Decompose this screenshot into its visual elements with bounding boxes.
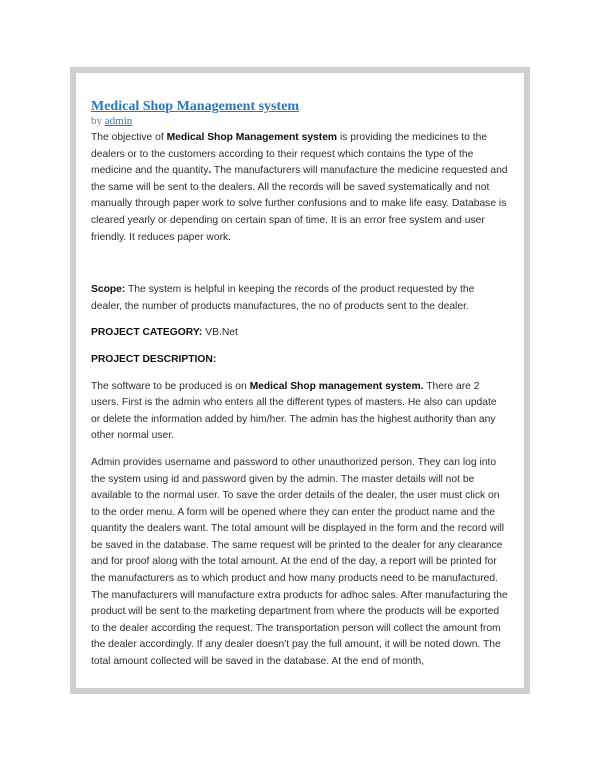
scope-paragraph (91, 282, 508, 315)
scope-text: The system is helpful in keeping the records of the product requested by the dealer, the number of products manufactures, the no of products sent to the dealer. (91, 284, 475, 312)
category-value: VB.Net (202, 327, 238, 339)
desc1-start: The software to be produced is on (91, 380, 250, 392)
intro-paragraph (91, 130, 508, 246)
desc1-end: There are 2 users. First is the admin who enters all the different types of masters. He also can update or delete the information added by him/her. The admin has the highest authority than any other normal user. (91, 380, 497, 442)
article-title[interactable]: Medical Shop Management system (91, 99, 300, 114)
description-heading (91, 352, 508, 369)
page-frame (70, 67, 530, 694)
byline-prefix: by (91, 115, 102, 127)
desc1-bold: Medical Shop management system. (249, 380, 424, 392)
intro-text-end: The manufacturers will manufacture the medicine requested and the same will be sent to the dealers. All the records will be saved systematically and not manually through paper work to solve further confusions and to make life easy. Database is cleared yearly or depending on certain span of time. It is an error free system and user friendly. It reduces paper work. (91, 165, 508, 243)
intro-bold-period: . (208, 165, 212, 177)
category-label: PROJECT CATEGORY: (91, 327, 203, 339)
author-link[interactable]: admin (104, 115, 133, 127)
description-paragraph-2: Admin provides username and password to other unauthorized person. They can log into the system using id and password given by the admin. The master details will not be available to the normal user. To save the order details of the dealer, the user must click on to the order menu. A form will be opened where they can enter the product name and the quantity the dealers want. The total amount will be displayed in the form and the record will be saved in the database. The same request will be printed to the dealer for any clearance and for proof along with the total amount. At the end of the day, a report will be printed for the manufacturers as to which product and how many products need to be manufactured. The manufacturers will manufacture extra products for adhoc sales. After manufacturing the product will be sent to the marketing department from where the products will be exported to the dealer according the request. The transportation person will collect the amount from the dealer accordingly. If any dealer doesn't pay the full amount, it will be noted down. The total amount collected will be saved in the database. At the end of month, (91, 456, 508, 668)
intro-text-mid: is providing the medicines to the dealers or to the customers according to their request which contains the type of the medicine and the quantity (91, 132, 488, 177)
article-card (76, 73, 524, 688)
byline (91, 115, 508, 128)
description-paragraph-1 (91, 379, 508, 445)
category-line (91, 325, 508, 342)
intro-bold-name: Medical Shop Management system (166, 132, 338, 143)
intro-text-start: The objective of (91, 132, 167, 143)
description-heading-text: PROJECT DESCRIPTION: (91, 353, 217, 365)
scope-label: Scope: (91, 284, 126, 296)
